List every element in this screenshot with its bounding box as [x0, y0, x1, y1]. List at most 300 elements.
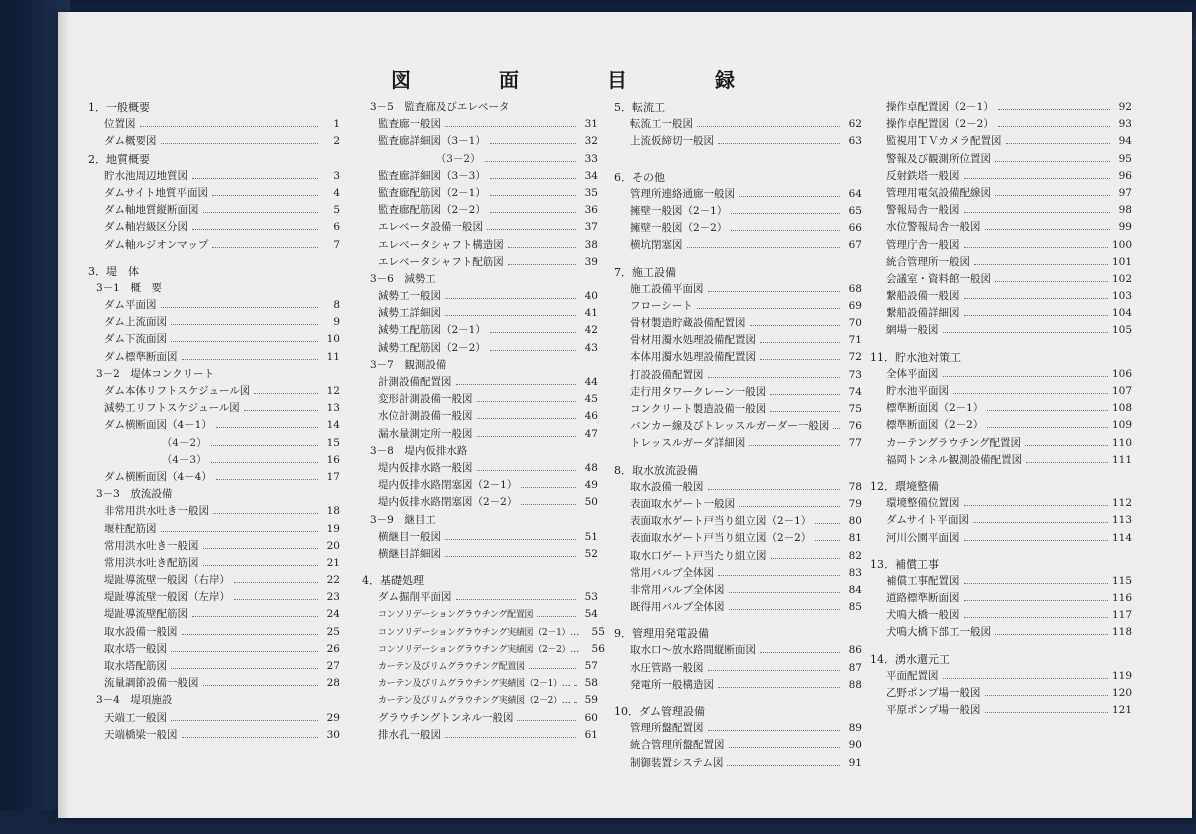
page-number: 112 — [1111, 497, 1132, 510]
toc-entry — [362, 606, 598, 623]
page-number: 117 — [1111, 609, 1132, 622]
page-number: 81 — [848, 532, 862, 545]
dot-leader — [211, 462, 318, 463]
dot-leader — [771, 558, 841, 559]
entry-title: 横坑閉塞図 — [630, 239, 683, 252]
dot-leader — [487, 229, 576, 230]
toc-entry — [362, 658, 598, 675]
page-number: 46 — [584, 410, 598, 423]
entry-title: 管理所連絡通廊一般図 — [630, 187, 735, 200]
entry-title: 流量調節設備一般図 — [104, 677, 199, 690]
toc-entry — [362, 624, 605, 641]
page-number: 98 — [1118, 204, 1132, 217]
toc-entry — [362, 426, 598, 443]
page-number: 34 — [584, 169, 598, 182]
page-number: 11 — [326, 350, 340, 363]
toc-column-4 — [870, 99, 1132, 719]
toc-entry — [362, 305, 598, 322]
entry-title: 漏水量測定所一般図 — [378, 427, 473, 440]
toc-entry — [870, 573, 1132, 590]
row-spacer — [870, 469, 1132, 478]
dot-leader — [477, 418, 577, 419]
subsection-heading — [362, 443, 598, 460]
dot-leader — [697, 126, 840, 127]
toc-column-2 — [362, 99, 605, 744]
toc-entry — [362, 202, 598, 219]
entry-title: 擁壁一般図（2－2） — [630, 222, 728, 235]
entry-title: 水圧管路一般図 — [630, 661, 704, 674]
dot-leader — [964, 212, 1111, 213]
dot-leader — [727, 765, 840, 766]
page-number: 63 — [848, 135, 862, 148]
page-number: 88 — [848, 678, 862, 691]
page-number: 71 — [848, 334, 862, 347]
dot-leader — [140, 126, 319, 127]
toc-entry — [88, 168, 340, 185]
toc-entry — [870, 452, 1132, 469]
toc-entry — [870, 219, 1132, 236]
entry-title: ダム概要図 — [104, 135, 157, 148]
entry-title: 転流工一般図 — [630, 118, 693, 131]
entry-title: 減勢工リフトスケジュール図 — [104, 402, 240, 415]
toc-entry — [88, 202, 340, 219]
page-number: 36 — [584, 204, 598, 217]
page-number: 101 — [1111, 255, 1132, 268]
toc-entry — [870, 512, 1132, 529]
toc-entry — [614, 548, 862, 565]
entry-title: 水位計測設備一般図 — [378, 410, 473, 423]
page-number: 37 — [584, 221, 598, 234]
entry-title: （3－2） — [378, 152, 481, 165]
dot-leader — [739, 196, 840, 197]
entry-title: 8．取水放流設備 — [614, 463, 698, 477]
page-number: 31 — [584, 118, 598, 131]
page-number: 6 — [333, 221, 340, 234]
entry-title: 3－5 監査廊及びエレベータ — [370, 101, 510, 113]
page-number: 107 — [1111, 385, 1132, 397]
toc-entry — [870, 288, 1132, 305]
dot-leader — [718, 687, 840, 688]
entry-title: 操作卓配置図（2－1） — [886, 101, 994, 113]
dot-leader — [1026, 462, 1108, 463]
section-heading — [88, 99, 340, 116]
section-heading — [614, 703, 862, 720]
toc-entry — [870, 607, 1132, 624]
toc-entry — [870, 685, 1132, 702]
page-number: 39 — [584, 255, 598, 268]
entry-title: 平原ポンプ場一般図 — [886, 704, 981, 717]
dot-leader — [760, 342, 840, 343]
toc-entry — [88, 641, 340, 658]
toc-entry — [88, 452, 340, 469]
row-spacer — [614, 151, 862, 160]
entry-title: 制御装置システム図 — [630, 756, 724, 769]
entry-title: 全体平面図 — [886, 367, 939, 380]
toc-entry — [362, 727, 598, 744]
entry-title: 9．管理用発電設備 — [614, 627, 709, 641]
dot-leader — [574, 685, 576, 686]
page-number: 56 — [591, 642, 605, 655]
section-heading — [614, 99, 862, 116]
page-number: 51 — [584, 530, 598, 543]
entry-title: 3－2 堤体コンクリート — [96, 367, 215, 380]
dot-leader — [517, 720, 576, 721]
dot-leader — [161, 143, 319, 144]
toc-entry — [614, 367, 862, 384]
entry-title: 既得用バルブ全体図 — [630, 601, 725, 614]
page-number: 21 — [326, 556, 340, 569]
toc-entry — [88, 297, 340, 314]
entry-title: 監視用ＴＶカメラ配置図 — [886, 135, 1002, 148]
toc-entry — [88, 606, 340, 623]
toc-entry — [362, 529, 598, 546]
page-number: 82 — [848, 549, 862, 562]
page-number: 62 — [848, 118, 862, 131]
page-number: 114 — [1111, 531, 1132, 544]
entry-title: グラウチングトンネル一般図 — [378, 711, 514, 724]
entry-title: 3－1 概 要 — [96, 281, 162, 294]
dot-leader — [729, 609, 841, 610]
page-number: 67 — [848, 239, 862, 252]
entry-title: フローシート — [630, 299, 693, 312]
dot-leader — [708, 730, 841, 731]
toc-entry — [362, 219, 598, 236]
entry-title: 管理用電気設備配線図 — [886, 186, 991, 199]
toc-entry — [88, 624, 340, 641]
entry-title: 12．環境整備 — [870, 479, 939, 493]
entry-title: 打設設備配置図 — [630, 368, 704, 381]
entry-title: 河川公園平面図 — [886, 531, 960, 544]
entry-title: 統合管理所盤配置図 — [630, 739, 725, 752]
toc-entry — [614, 479, 862, 496]
page-number: 55 — [591, 625, 605, 638]
page-number: 2 — [333, 135, 340, 148]
dot-leader — [964, 315, 1108, 316]
page-number: 52 — [584, 547, 598, 560]
page-number: 4 — [333, 186, 340, 199]
toc-entry — [88, 417, 340, 434]
entry-title: トレッスルガーダ詳細図 — [630, 437, 746, 450]
entry-title: 表面取水ゲート戸当り組立図（2－2） — [630, 532, 812, 545]
entry-title: 水位警報局舎一般図 — [886, 221, 981, 234]
page-number: 59 — [584, 694, 598, 707]
toc-entry — [614, 237, 862, 254]
toc-entry — [614, 565, 862, 582]
page-number: 47 — [584, 427, 598, 440]
entry-title: 堤内仮排水路一般図 — [378, 461, 473, 474]
entry-title: 7．施工設備 — [614, 265, 676, 279]
entry-title: ダム平面図 — [104, 299, 157, 312]
dot-leader — [697, 308, 840, 309]
dot-leader — [964, 505, 1108, 506]
dot-leader — [718, 575, 840, 576]
toc-entry — [870, 435, 1132, 452]
entry-title: 平面配置図 — [886, 669, 939, 682]
dot-leader — [729, 592, 841, 593]
entry-title: 施工設備平面図 — [630, 282, 704, 295]
dot-leader — [687, 247, 841, 248]
dot-leader — [212, 247, 318, 248]
dot-leader — [203, 565, 319, 566]
entry-title: 13．補償工事 — [870, 557, 939, 571]
dot-leader — [974, 264, 1108, 265]
page-number: 119 — [1111, 669, 1132, 682]
dot-leader — [445, 539, 576, 540]
toc-entry — [362, 168, 598, 185]
toc-entry — [614, 582, 862, 599]
page-number: 27 — [326, 660, 340, 672]
entry-title: 監査廊一般図 — [378, 118, 441, 131]
section-heading — [870, 349, 1132, 366]
dot-leader — [192, 229, 318, 230]
toc-entry — [614, 220, 862, 237]
page-number: 85 — [848, 601, 862, 614]
page-number: 28 — [326, 677, 340, 690]
entry-title: 走行用タワークレーン一般図 — [630, 385, 767, 398]
toc-entry — [362, 254, 598, 271]
toc-entry — [362, 374, 598, 391]
entry-title: 骨材製造貯蔵設備配置図 — [630, 317, 746, 330]
page-number: 73 — [848, 368, 862, 381]
dot-leader — [749, 445, 840, 446]
page-number: 29 — [326, 711, 340, 724]
page-number: 12 — [326, 385, 340, 397]
toc-entry — [362, 288, 598, 305]
entry-title: 犬鳴大橋下部工一般図 — [886, 626, 991, 639]
entry-title: カーテン及びリムグラウチング実績図（2－1）… — [378, 679, 571, 690]
entry-title: 6．その他 — [614, 170, 665, 184]
dot-leader — [508, 247, 576, 248]
page-number: 113 — [1111, 514, 1132, 527]
page-number: 57 — [584, 660, 598, 672]
toc-entry — [870, 383, 1132, 400]
toc-entry — [614, 281, 862, 298]
entry-title: コンソリデーショングラウチング実績図（2－2）… — [378, 644, 579, 655]
page-number: 76 — [848, 420, 862, 433]
page-number: 30 — [326, 728, 340, 741]
entry-title: 監査廊配筋図（2－1） — [378, 186, 486, 199]
toc-entry — [614, 384, 862, 401]
dot-leader — [708, 377, 841, 378]
entry-title: 補償工事配置図 — [886, 574, 960, 587]
entry-title: 堰柱配筋図 — [104, 522, 157, 535]
entry-title: 繋船設備一般図 — [886, 290, 960, 303]
page-number: 10 — [326, 333, 340, 346]
dot-leader — [445, 298, 576, 299]
dot-leader — [995, 634, 1108, 635]
toc-entry — [870, 271, 1132, 288]
toc-entry — [362, 477, 598, 494]
page-number: 93 — [1118, 118, 1132, 131]
page-number: 61 — [584, 728, 598, 741]
toc-entry — [614, 496, 862, 513]
entry-title: 堤趾導流壁一般図（左岸） — [104, 591, 230, 604]
page-number: 9 — [333, 316, 340, 329]
entry-title: 乙野ポンプ場一般図 — [886, 687, 981, 699]
entry-title: 反射鉄塔一般図 — [886, 169, 960, 182]
entry-title: 3－9 継目工 — [370, 513, 436, 526]
page-number: 38 — [584, 238, 598, 251]
section-heading — [870, 651, 1132, 668]
toc-entry — [88, 314, 340, 331]
toc-entry — [614, 755, 862, 772]
entry-title: 管理庁舎一般図 — [886, 238, 960, 251]
toc-entry — [870, 133, 1132, 150]
toc-entry — [614, 116, 862, 133]
toc-entry — [88, 658, 340, 675]
dot-leader — [477, 436, 577, 437]
toc-entry — [88, 521, 340, 538]
entry-title: 減勢工配筋図（2－1） — [378, 324, 486, 337]
toc-entry — [614, 737, 862, 754]
toc-entry — [870, 590, 1132, 607]
toc-entry — [88, 331, 340, 348]
page-number: 79 — [848, 497, 862, 510]
dot-leader — [445, 126, 576, 127]
entry-title: 3－8 堤内仮排水路 — [370, 444, 468, 457]
page-number: 80 — [848, 515, 862, 528]
entry-title: 3－3 放流設備 — [96, 488, 173, 501]
page-number: 104 — [1111, 307, 1132, 320]
entry-title: 3－6 減勢工 — [370, 272, 436, 285]
entry-title: エレベータシャフト配筋図 — [378, 255, 504, 268]
page-number: 1 — [333, 118, 340, 131]
page-title: 図 面 目 録 — [391, 68, 769, 92]
dot-leader — [770, 394, 840, 395]
toc-entry — [614, 418, 862, 435]
dot-leader — [171, 324, 318, 325]
subsection-heading — [88, 280, 340, 297]
dot-leader — [998, 109, 1110, 110]
page-number: 25 — [326, 625, 340, 638]
dot-leader — [964, 583, 1108, 584]
page-number: 35 — [584, 186, 598, 199]
toc-entry — [870, 185, 1132, 202]
dot-leader — [943, 678, 1108, 679]
toc-entry — [362, 340, 598, 357]
dot-leader — [234, 582, 318, 583]
entry-title: エレベータ設備一般図 — [378, 221, 483, 234]
page-number: 18 — [326, 505, 340, 518]
entry-title: 網場一般図 — [886, 324, 939, 337]
page-number: 16 — [326, 453, 340, 466]
toc-entry — [88, 383, 340, 400]
page-number: 120 — [1111, 687, 1132, 699]
entry-title: ダム横断面図（4－1） — [104, 419, 212, 432]
entry-title: ダム軸ルジオンマップ — [104, 238, 209, 251]
page-number: 111 — [1111, 453, 1132, 466]
toc-entry — [88, 237, 340, 254]
dot-leader — [833, 428, 840, 429]
dot-leader — [182, 737, 319, 738]
row-spacer — [88, 254, 340, 263]
entry-title: 3－7 観測設備 — [370, 358, 447, 371]
toc-entry — [614, 186, 862, 203]
toc-entry — [614, 599, 862, 616]
page-number: 3 — [333, 169, 340, 182]
dot-leader — [490, 143, 576, 144]
entry-title: 表面取水ゲート戸当り組立図（2－1） — [630, 515, 812, 528]
page-number: 22 — [326, 574, 340, 587]
page-number: 116 — [1111, 592, 1132, 605]
dot-leader — [171, 341, 318, 342]
entry-title: ダム横断面図（4－4） — [104, 470, 212, 483]
row-spacer — [870, 642, 1132, 651]
page-number: 102 — [1111, 272, 1132, 285]
page-number: 24 — [326, 608, 340, 621]
entry-title: 犬鳴大橋一般図 — [886, 609, 960, 622]
dot-leader — [234, 599, 318, 600]
entry-title: 堤内仮排水路閉塞図（2－2） — [378, 496, 518, 509]
page-number: 105 — [1111, 324, 1132, 337]
entry-title: 道路標準断面図 — [886, 592, 960, 605]
page-number: 70 — [848, 317, 862, 330]
section-heading — [362, 572, 598, 589]
page-number: 45 — [584, 393, 598, 406]
entry-title: 取水塔一般図 — [104, 642, 167, 655]
entry-title: ダム本体リフトスケジュール図 — [104, 385, 251, 397]
entry-title: 10．ダム管理設備 — [614, 705, 705, 718]
toc-entry — [88, 469, 340, 486]
dot-leader — [995, 195, 1110, 196]
entry-title: 非常用洪水吐き一般図 — [104, 505, 209, 518]
dot-leader — [212, 195, 318, 196]
dot-leader — [987, 427, 1108, 428]
dot-leader — [964, 617, 1108, 618]
dot-leader — [1025, 445, 1108, 446]
page-number: 14 — [326, 419, 340, 432]
toc-entry — [870, 624, 1132, 641]
entry-title: 警報及び観測所位置図 — [886, 152, 991, 165]
toc-entry — [362, 185, 598, 202]
toc-entry — [870, 168, 1132, 185]
dot-leader — [490, 212, 576, 213]
page-number: 58 — [584, 677, 598, 690]
toc-entry — [614, 435, 862, 452]
page-number: 65 — [848, 204, 862, 217]
row-spacer — [614, 616, 862, 625]
page-number: 72 — [848, 351, 862, 364]
toc-entry — [362, 322, 598, 339]
subsection-heading — [362, 99, 598, 116]
dot-leader — [529, 668, 576, 669]
entry-title: 取水設備一般図 — [630, 480, 704, 493]
page-number: 49 — [584, 479, 598, 492]
subsection-heading — [88, 692, 340, 709]
page-number: 92 — [1118, 101, 1132, 113]
row-spacer — [614, 453, 862, 462]
entry-title: （4－2） — [104, 436, 207, 449]
dot-leader — [574, 702, 576, 703]
subsection-heading — [362, 512, 598, 529]
entry-title: 取水口ゲート戸当たり組立図 — [630, 549, 767, 562]
toc-entry — [614, 513, 862, 530]
entry-title: 監査廊詳細図（3－3） — [378, 169, 486, 182]
dot-leader — [445, 737, 576, 738]
row-spacer — [614, 255, 862, 264]
entry-title: 天端橋梁一般図 — [104, 728, 178, 741]
section-heading — [88, 151, 340, 168]
dot-leader — [254, 393, 318, 394]
page-number: 48 — [584, 461, 598, 474]
section-heading — [870, 478, 1132, 495]
page-number: 95 — [1118, 152, 1132, 165]
dot-leader — [171, 720, 318, 721]
dot-leader — [943, 376, 1108, 377]
dot-leader — [964, 247, 1108, 248]
page-number: 54 — [584, 608, 598, 621]
dot-leader — [708, 489, 841, 490]
